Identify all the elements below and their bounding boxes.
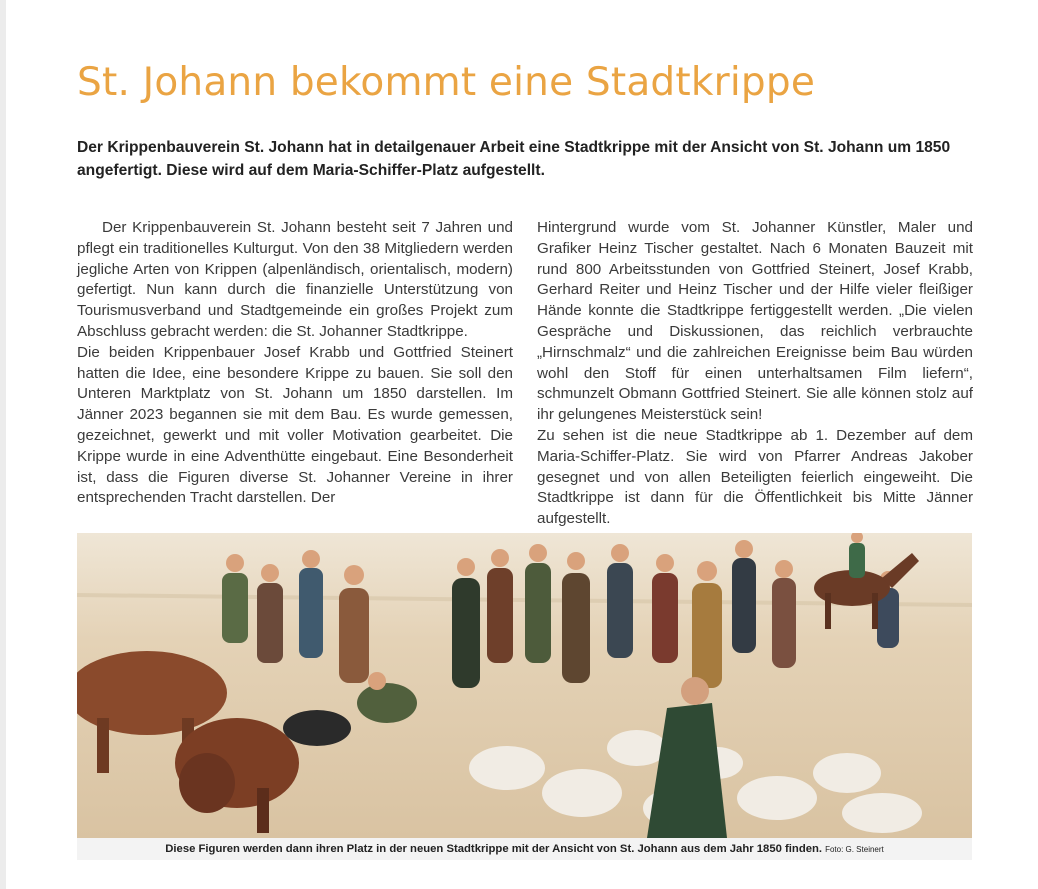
text-column-left bbox=[77, 218, 513, 509]
nativity-figures-photo bbox=[77, 533, 972, 838]
page-edge-shadow bbox=[0, 0, 6, 889]
paragraph: Hintergrund wurde vom St. Johanner Künstler, Maler und Grafiker Heinz Tischer gestaltet. Nach 6 Monaten Bauzeit mit rund 800 Arbeitsstunden von Gottfried Steinert, Josef Krabb, Gerhard Reiter und Heinz Tischer und der Hilfe vieler fleißiger Hände konnte die Stadtkrippe fertiggestellt werden. „Die vielen Gespräche und Diskussionen, das reichlich verbrauchte „Hirnschmalz“ und die zahlreichen Ereignisse beim Bau würden wohl den Stoff für einen unterhaltsamen Film liefern“, schmunzelt Obmann Gottfried Steinert. Sie alle können stolz auf ihr gelungenes Meisterstück sein! bbox=[537, 219, 973, 424]
paragraph: Der Krippenbauverein St. Johann besteht seit 7 Jahren und pflegt ein traditionelles Kulturgut. Von den 38 Mitgliedern werden jegliche Arten von Krippen (alpenländisch, orientalisch, modern) gefertigt. Nun kann durch die finanzielle Unterstützung von Tourismusverband und Stadtgemeinde ein großes Projekt zum Abschluss gebracht werden: die St. Johanner Stadtkrippe. bbox=[77, 219, 513, 340]
text-column-right bbox=[537, 218, 973, 530]
caption-text: Diese Figuren werden dann ihren Platz in der neuen Stadtkrippe mit der Ansicht von St. Johann aus dem Jahr 1850 finden. bbox=[165, 843, 823, 855]
photo-illustration bbox=[77, 533, 972, 838]
photo-credit: Foto: G. Steinert bbox=[825, 845, 884, 854]
paragraph: Zu sehen ist die neue Stadtkrippe ab 1. Dezember auf dem Maria-Schiffer-Platz. Sie wird von Pfarrer Andreas Jakober gesegnet und von allen Beteiligten feierlich eingeweiht. Die Stadtkrippe ist dann für die Öffentlichkeit bis Mitte Jänner aufgestellt. bbox=[537, 426, 973, 528]
article-title: St. Johann bekommt eine Stadtkrippe bbox=[77, 60, 816, 105]
article-lead: Der Krippenbauverein St. Johann hat in detailgenauer Arbeit eine Stadtkrippe mit der Ansicht von St. Johann um 1850 angefertigt. Diese wird auf dem Maria-Schiffer-Platz aufgestellt. bbox=[77, 139, 951, 179]
photo-caption bbox=[77, 838, 972, 860]
paragraph: Die beiden Krippenbauer Josef Krabb und Gottfried Steinert hatten die Idee, eine besondere Krippe zu bauen. Sie soll den Unteren Marktplatz von St. Johann um 1850 darstellen. Im Jänner 2023 begannen sie mit dem Bau. Es wurde gemessen, gezeichnet, gewerkt und mit voller Motivation gearbeitet. Die Krippe wurde in eine Adventhütte eingebaut. Eine Besonderheit ist, dass die Figuren diverse St. Johanner Vereine in ihrer entsprechenden Tracht darstellen. Der bbox=[77, 343, 513, 507]
